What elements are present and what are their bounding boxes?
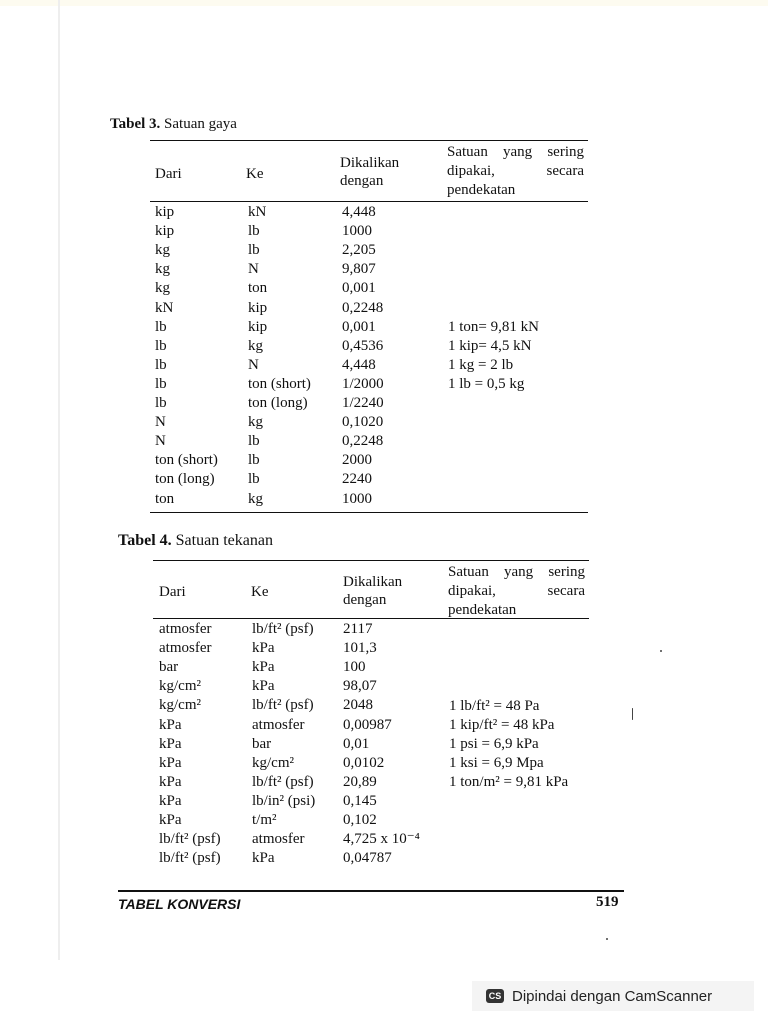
table-row [153,849,443,868]
cell-faktor: 0,2248 [342,299,384,316]
table4-top-rule [153,560,589,561]
table3-caption [110,116,237,133]
cell-ke: atmosfer [252,716,305,733]
cell-dari: kg [155,261,170,278]
approx-item: 1 ksi = 6,9 Mpa [449,755,544,772]
cell-ke: lb [248,242,260,259]
table-row [150,432,440,451]
cell-faktor: 0,4536 [342,337,384,354]
cell-dari: N [155,414,166,431]
cell-dari: kN [155,299,174,316]
table-row [150,222,440,241]
table-row [150,375,440,394]
cell-faktor: 9,807 [342,261,376,278]
table3-header-satuan [447,143,584,200]
table3-bottom-rule [150,512,588,513]
cell-ke: bar [252,735,272,752]
table-row [150,318,440,337]
table-row [153,677,443,696]
cell-ke: ton (long) [248,395,308,411]
cell-faktor: 4,448 [342,356,376,373]
cell-faktor: 1/2000 [342,375,384,392]
table-row [150,490,440,509]
cell-faktor: 98,07 [343,678,377,695]
cell-dari: lb [155,375,167,392]
table-row [153,620,443,639]
cell-faktor: 0,00987 [343,716,392,733]
table3-header-satuan-line3: pendekatan [447,182,516,198]
cell-faktor: 0,01 [343,735,370,752]
cell-dari: kPa [159,792,182,809]
cell-faktor: 1/2240 [342,395,384,411]
cell-dari: atmosfer [159,640,212,657]
table-row [150,299,440,318]
cell-ke: lb/ft² (psf) [252,621,314,637]
table4-header-dikalikan [343,573,402,609]
cell-ke: kPa [252,850,275,867]
approx-item: 1 lb = 0,5 kg [448,376,525,393]
cell-faktor: 2000 [342,452,372,469]
cell-dari: N [155,433,166,450]
camscanner-watermark [472,981,754,1011]
table-row [150,451,440,470]
cell-faktor: 0,0102 [343,754,385,771]
cell-faktor: 2,205 [342,242,376,259]
table3-header-satuan-line1: Satuan yang sering [447,144,584,160]
table3-header-dikalikan-line2: dengan [340,173,384,189]
cell-faktor: 2117 [343,621,373,637]
table-row [153,811,443,830]
table-row [153,830,443,849]
table-row [150,470,440,489]
table-row [150,203,440,222]
cell-ke: kg [248,414,263,431]
cell-dari: kPa [159,735,182,752]
approx-item: 1 lb/ft² = 48 Pa [449,698,540,714]
cell-dari: lb [155,318,167,335]
cell-ke: kg [248,490,263,507]
cell-ke: lb [248,471,260,488]
table-row [150,241,440,260]
cell-ke: ton (short) [248,375,311,392]
table4-header-rule [153,618,589,619]
cell-ke: ton [248,280,268,297]
page-binding-edge [58,0,60,960]
table4-caption-title: Satuan tekanan [175,532,273,549]
cell-faktor: 0,145 [343,792,377,809]
cell-dari: kg/cm² [159,678,201,695]
cell-faktor: 0,04787 [343,850,392,867]
table3-caption-label: Tabel 3. [110,116,161,132]
cell-dari: kg/cm² [159,697,201,714]
cell-dari: lb [155,356,167,373]
cell-faktor: 4,725 x 10⁻⁴ [343,831,420,848]
table4-header-ke: Ke [251,584,269,600]
cell-dari: ton (short) [155,452,218,469]
table-row [150,394,440,413]
cell-faktor: 1000 [342,223,372,240]
table3-header-dari: Dari [155,166,182,182]
cell-dari: kg [155,280,170,297]
cell-faktor: 101,3 [343,640,377,657]
cell-dari: kPa [159,812,182,828]
table4-caption-label: Tabel 4. [118,532,172,549]
table4 [153,560,589,870]
cell-dari: kip [155,223,175,240]
table-row [153,773,443,792]
table-row [150,260,440,279]
cell-dari: ton (long) [155,471,215,488]
cell-ke: kip [248,299,268,316]
cell-ke: lb/ft² (psf) [252,697,314,714]
cell-faktor: 0,2248 [342,433,384,450]
table-row [150,279,440,298]
cell-ke: lb [248,452,260,469]
cell-ke: kg [248,337,263,354]
table-row [153,754,443,773]
cell-faktor: 1000 [342,490,372,507]
table-row [153,639,443,658]
cell-faktor: 20,89 [343,773,377,790]
camscanner-text: Dipindai dengan CamScanner [512,987,713,1005]
cell-ke: lb/in² (psi) [252,792,316,809]
table-row [153,735,443,754]
cell-ke: N [248,261,259,278]
approx-item: 1 kip= 4,5 kN [448,338,532,355]
footer-title: TABEL KONVERSI [118,896,241,912]
cell-faktor: 100 [343,659,366,676]
table4-header-dari: Dari [159,584,186,600]
approx-item: 1 ton/m² = 9,81 kPa [449,774,569,791]
table3-caption-title: Satuan gaya [164,116,237,132]
camscanner-logo-icon: CS [486,989,504,1003]
cell-ke: lb [248,223,260,240]
cell-ke: lb/ft² (psf) [252,773,314,790]
cell-faktor: 0,102 [343,812,377,828]
table4-header-satuan-line3: pendekatan [448,602,517,618]
cell-ke: N [248,356,259,373]
table4-caption [118,532,273,550]
table3-header-dikalikan [340,154,399,190]
table-row [150,356,440,375]
cell-faktor: 2048 [343,697,373,714]
cell-ke: atmosfer [252,831,305,848]
cell-dari: kip [155,204,175,220]
approx-item: 1 ton= 9,81 kN [448,319,539,335]
cell-faktor: 0,001 [342,318,376,335]
cell-dari: atmosfer [159,621,212,637]
cell-ke: kN [248,204,267,220]
table3-header-satuan-line2: dipakai, secara [447,163,584,179]
cell-faktor: 4,448 [342,204,376,220]
cell-dari: lb [155,395,167,411]
table-row [150,337,440,356]
cell-faktor: 2240 [342,471,372,488]
cell-dari: lb/ft² (psf) [159,831,221,848]
table4-header-satuan [448,563,585,620]
table3 [150,140,588,515]
scan-speck [660,650,662,652]
table-row [150,413,440,432]
table-row [153,658,443,677]
cell-dari: kg [155,242,170,259]
cell-dari: lb/ft² (psf) [159,850,221,867]
table3-header-dikalikan-line1: Dikalikan [340,155,400,171]
table-row [153,792,443,811]
cell-dari: lb [155,337,167,354]
cell-dari: kPa [159,773,182,790]
cell-dari: bar [159,659,179,676]
cell-ke: kPa [252,678,275,695]
cell-dari: ton [155,490,175,507]
cell-faktor: 0,1020 [342,414,384,431]
cell-dari: kPa [159,716,182,733]
table4-header-satuan-line1: Satuan yang sering [448,564,585,580]
table4-header-dikalikan-line1: Dikalikan [343,574,403,590]
page-number: 519 [596,894,619,910]
table-row [153,696,443,715]
table4-header-dikalikan-line2: dengan [343,592,387,608]
cell-ke: kip [248,318,268,335]
approx-item: 1 kg = 2 lb [448,357,514,374]
table3-header-ke: Ke [246,166,264,182]
approx-item: 1 kip/ft² = 48 kPa [449,717,555,734]
cell-ke: t/m² [252,812,277,828]
scan-edge-tint [0,0,768,6]
approx-item: 1 psi = 6,9 kPa [449,736,539,753]
cell-ke: kPa [252,640,275,657]
table3-top-rule [150,140,588,141]
table-row [153,716,443,735]
scan-speck [606,938,608,940]
footer-rule [118,890,624,892]
scan-speck [632,708,633,720]
table4-header-satuan-line2: dipakai, secara [448,583,585,599]
cell-ke: kg/cm² [252,754,294,771]
cell-ke: lb [248,433,260,450]
cell-dari: kPa [159,754,182,771]
cell-faktor: 0,001 [342,280,376,297]
table3-header-rule [150,201,588,202]
cell-ke: kPa [252,659,275,676]
